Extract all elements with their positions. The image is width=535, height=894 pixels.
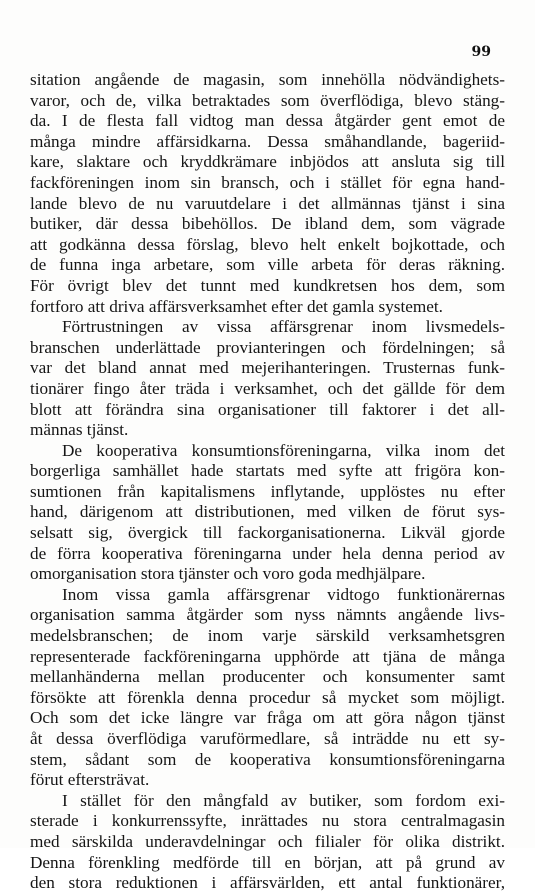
body-text: [30, 70, 505, 894]
text-line: de funna inga arbetare, som ville arbeta för deras räkning.: [30, 255, 505, 275]
text-line: selsatt sig, övergick till fackorganisationerna. Likväl gjorde: [30, 523, 505, 543]
text-line: fortforo att driva affärsverksamhet efter det gamla systemet.: [30, 296, 443, 316]
text-line: medelsbranschen; de inom varje särskild verksamhetsgren: [30, 626, 505, 646]
text-line: att godkänna dessa förslag, blevo helt enkelt bojkottade, och: [30, 234, 505, 254]
text-line: många mindre affärsidkarna. Dessa småhandlande, bageriid-: [30, 131, 505, 151]
text-line: fackföreningen inom sin bransch, och i stället för egna hand-: [30, 172, 505, 192]
text-line: mellanhänderna mellan producenter och konsumenter samt: [30, 667, 505, 687]
text-line: Denna förenkling medförde till en början, att på grund av: [30, 852, 505, 872]
text-line: representerade fackföreningarna upphörde att tjäna de många: [30, 646, 505, 666]
text-line: sterade i konkurrenssyfte, inrättades nu stora centralmagasin: [30, 811, 505, 831]
text-line: sitation angående de magasin, som innehölla nödvändighets-: [30, 70, 505, 89]
text-line: tionärer fingo åter träda i verksamhet, och det gällde för dem: [30, 378, 505, 398]
text-line: hand, därigenom att distributionen, med vilken de förut sys-: [30, 502, 505, 522]
text-line: Förtrustningen av vissa affärsgrenar inom livsmedels-: [62, 317, 505, 337]
text-line: kare, slaktare och kryddkrämare inbjödos att ansluta sig till: [30, 152, 505, 172]
text-line: butiker, där dessa bibehöllos. De ibland dem, som vägrade: [30, 214, 505, 234]
text-line: den stora reduktionen i affärsvärlden, ett antal funktionärer,: [30, 873, 505, 893]
text-line: lande blevo de nu varuutdelare i det allmännas tjänst i sina: [30, 193, 505, 213]
text-line: Inom vissa gamla affärsgrenar vidtogo funktionärernas: [62, 584, 505, 604]
text-line: försökte att förenkla denna procedur så mycket som möjligt.: [30, 687, 505, 707]
text-line: männas tjänst.: [30, 420, 129, 440]
text-line: För övrigt blev det tunnt med kundkretsen hos dem, som: [30, 275, 505, 295]
text-line: borgerliga samhället hade startats med syfte att frigöra kon-: [30, 461, 505, 481]
text-line: förut eftersträvat.: [30, 770, 150, 790]
text-line: I stället för den mångfald av butiker, som fordom exi-: [62, 790, 505, 810]
text-line: blott att förändra sina organisationer till faktorer i det all-: [30, 399, 505, 419]
text-line: stem, sådant som de kooperativa konsumtionsföreningarna: [30, 749, 505, 769]
text-line: omorganisation stora tjänster och voro goda medhjälpare.: [30, 564, 426, 584]
text-line: De kooperativa konsumtionsföreningarna, vilka inom det: [62, 440, 505, 460]
text-line: var det bland annat med mejerihanteringen. Trusternas funk-: [30, 358, 505, 378]
text-line: organisation samma åtgärder som nyss nämnts angående livs-: [30, 605, 505, 625]
text-line: branschen underlättade provianteringen och fördelningen; så: [30, 337, 505, 357]
text-line: Och som det icke längre var fråga om att göra någon tjänst: [30, 708, 505, 728]
text-line: varor, och de, vilka betraktades som överflödiga, blevo stäng-: [30, 90, 505, 110]
text-line: de förra kooperativa föreningarna under hela denna period av: [30, 543, 505, 563]
text-line: med särskilda underavdelningar och filialer för olika distrikt.: [30, 831, 505, 851]
text-line: da. I de flesta fall vidtog man dessa åtgärder gent emot de: [30, 111, 505, 131]
text-line: åt dessa överflödiga varuförmedlare, så inträdde nu ett sy-: [30, 729, 505, 748]
text-line: sumtionen från kapitalismens inflytande, upplöstes nu efter: [30, 481, 505, 501]
page-number: 99: [471, 44, 491, 60]
